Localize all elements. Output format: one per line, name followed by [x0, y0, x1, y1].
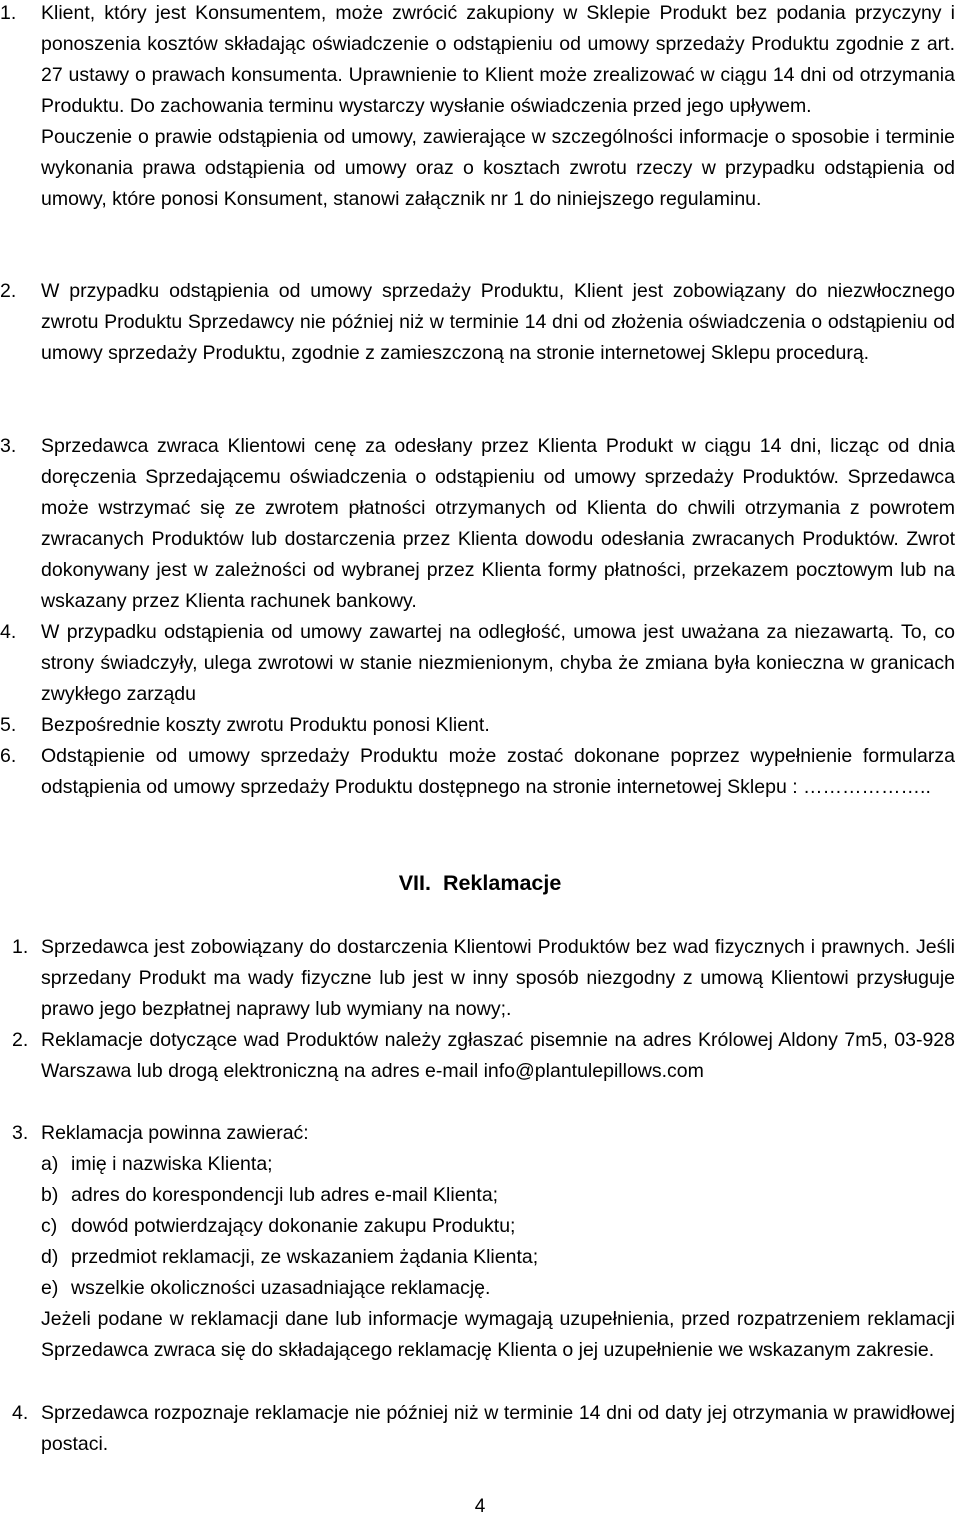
sub-item-label: a) — [41, 1153, 59, 1175]
sub-item-d — [41, 1242, 955, 1273]
item-number: 1. — [12, 936, 29, 958]
item-text: Odstąpienie od umowy sprzedaży Produktu może zostać dokonane poprzez wypełnienie formularza odstąpienia od umowy sprzedaży Produktu dostępnego na stronie internetowej Sklepu : ……………….. — [41, 745, 955, 798]
item-text: Bezpośrednie koszty zwrotu Produktu ponosi Klient. — [41, 714, 490, 736]
item-text: W przypadku odstąpienia od umowy zawartej na odległość, umowa jest uważana za niezawartą. To, co strony świadczyły, ulega zwrotowi w stanie niezmienionym, chyba że zmiana była konieczna w granicach zwykłego zarządu — [41, 621, 955, 705]
item-text: Sprzedawca zwraca Klientowi cenę za odesłany przez Klienta Produkt w ciągu 14 dni, licząc od dnia doręczenia Sprzedającemu oświadczenia o odstąpieniu od umowy sprzedaży Produktów. Sprzedawca może wstrzymać się ze zwrotem płatności otrzymanych od Klienta do chwili otrzymania z powrotem zwracanych Produktów lub dostarczenia przez Klienta dowodu odesłania zwracanych Produktów. Zwrot dokonywany jest w zależności od wybranej przez Klienta formy płatności, przekazem pocztowym lub na wskazany przez Klienta rachunek bankowy. — [41, 435, 955, 612]
complaints-item-3 — [0, 1118, 955, 1366]
item-number: 3. — [0, 435, 17, 457]
sub-item-e — [41, 1273, 955, 1304]
withdrawal-item-2 — [0, 276, 955, 369]
item-number: 5. — [0, 714, 17, 736]
withdrawal-item-1 — [0, 0, 955, 215]
item-text-continued: Jeżeli podane w reklamacji dane lub informacje wymagają uzupełnienia, przed rozpatrzeniem reklamacji Sprzedawca zwraca się do składającego reklamację Klienta o jej uzupełnienie we wskazanym zakresie. — [41, 1308, 955, 1361]
item-text: Klient, który jest Konsumentem, może zwrócić zakupiony w Sklepie Produkt bez podania przyczyny i ponoszenia kosztów składając oświadczenie o odstąpieniu od umowy sprzedaży Produktu zgodnie z art. 27 ustawy o prawach konsumenta. Uprawnienie to Klient może zrealizować w ciągu 14 dni od otrzymania Produktu. Do zachowania terminu wystarczy wysłanie oświadczenia przed jego upływem. — [41, 2, 955, 117]
sub-item-label: e) — [41, 1277, 59, 1299]
item-text: Sprzedawca rozpoznaje reklamacje nie później niż w terminie 14 dni od daty jej otrzymania w prawidłowej postaci. — [41, 1402, 955, 1455]
item-number: 6. — [0, 745, 17, 767]
sub-item-a — [41, 1149, 955, 1180]
heading-number: VII. — [398, 871, 431, 895]
complaints-item-1 — [0, 932, 955, 1025]
sub-item-text: wszelkie okoliczności uzasadniające reklamację. — [71, 1277, 491, 1299]
item-text: W przypadku odstąpienia od umowy sprzedaży Produktu, Klient jest zobowiązany do niezwłocznego zwrotu Produktu Sprzedawcy nie później niż w terminie 14 dni od złożenia oświadczenia o odstąpieniu od umowy sprzedaży Produktu, zgodnie z zamieszczoną na stronie internetowej Sklepu procedurą. — [41, 280, 955, 364]
item-number: 1. — [0, 2, 17, 24]
sub-item-label: b) — [41, 1184, 59, 1206]
item-text: Sprzedawca jest zobowiązany do dostarczenia Klientowi Produktów bez wad fizycznych i prawnych. Jeśli sprzedany Produkt ma wady fizyczne lub jest w inny sposób niezgodny z umową Klientowi przysługuje prawo jego bezpłatnej naprawy lub wymiany na nowy;. — [41, 936, 955, 1020]
sub-item-label: c) — [41, 1215, 58, 1237]
sub-item-text: imię i nazwiska Klienta; — [71, 1153, 273, 1175]
item-number: 4. — [12, 1402, 29, 1424]
item-text: Reklamacje dotyczące wad Produktów należy zgłaszać pisemnie na adres Królowej Aldony 7m5, 03-928 Warszawa lub drogą elektroniczną na adres e-mail info@plantulepillows.com — [41, 1029, 955, 1082]
page-number: 4 — [474, 1496, 486, 1517]
sub-item-label: d) — [41, 1246, 59, 1268]
sub-item-b — [41, 1180, 955, 1211]
withdrawal-item-4 — [0, 617, 955, 710]
item-number: 2. — [12, 1029, 29, 1051]
withdrawal-item-3 — [0, 431, 955, 617]
section-heading — [0, 868, 960, 899]
item-number: 3. — [12, 1122, 29, 1144]
sub-item-text: przedmiot reklamacji, ze wskazaniem żądania Klienta; — [71, 1246, 539, 1268]
complaints-item-2 — [0, 1025, 955, 1087]
withdrawal-item-6 — [0, 741, 955, 803]
sub-item-text: dowód potwierdzający dokonanie zakupu Produktu; — [71, 1215, 516, 1237]
withdrawal-item-5 — [0, 710, 955, 741]
item-number: 4. — [0, 621, 17, 643]
heading-title: Reklamacje — [442, 871, 562, 895]
complaints-item-4 — [0, 1398, 955, 1460]
sub-item-c — [41, 1211, 955, 1242]
item-text-continued: Pouczenie o prawie odstąpienia od umowy, zawierające w szczególności informacje o sposobie i terminie wykonania prawa odstąpienia od umowy oraz o kosztach zwrotu rzeczy w przypadku odstąpienia od umowy, które ponosi Konsument, stanowi załącznik nr 1 do niniejszego regulaminu. — [41, 126, 955, 210]
sub-item-text: adres do korespondencji lub adres e-mail Klienta; — [71, 1184, 499, 1206]
item-number: 2. — [0, 280, 17, 302]
item-text: Reklamacja powinna zawierać: — [41, 1122, 309, 1144]
